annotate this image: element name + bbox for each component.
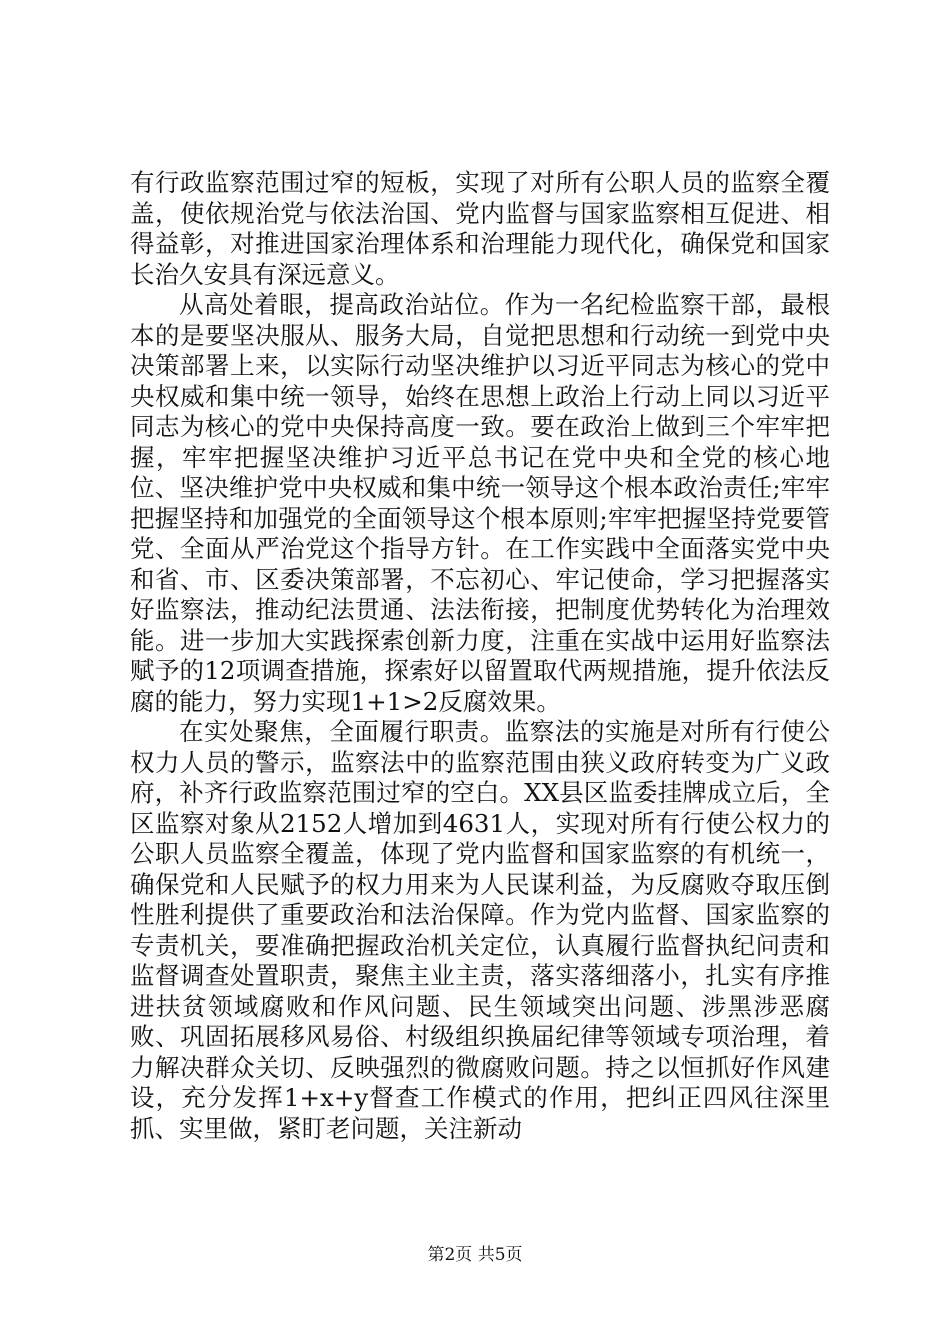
page-number-footer: 第2页 共5页: [427, 1245, 523, 1265]
document-body: [130, 168, 830, 1144]
paragraph-political-stance: 从高处着眼，提高政治站位。作为一名纪检监察干部，最根本的是要坚决服从、服务大局，自觉把思想和行动统一到党中央决策部署上来，以实际行动坚决维护以习近平同志为核心的党中央权威和集中统一领导，始终在思想上政治上行动上同以习近平同志为核心的党中央保持高度一致。要在政治上做到三个牢牢把握，牢牢把握坚决维护习近平总书记在党中央和全党的核心地位、坚决维护党中央权威和集中统一领导这个根本政治责任;牢牢把握坚持和加强党的全面领导这个根本原则;牢牢把握坚持党要管党、全面从严治党这个指导方针。在工作实践中全面落实党中央和省、市、区委决策部署，不忘初心、牢记使命，学习把握落实好监察法，推动纪法贯通、法法衔接，把制度优势转化为治理效能。进一步加大实践探索创新力度，注重在实战中运用好监察法赋予的12项调查措施，探索好以留置取代两规措施，提升依法反腐的能力，努力实现1+1>2反腐效果。: [130, 290, 830, 716]
paragraph-continuation: 有行政监察范围过窄的短板，实现了对所有公职人员的监察全覆盖，使依规治党与依法治国、党内监督与国家监察相互促进、相得益彰，对推进国家治理体系和治理能力现代化，确保党和国家长治久安具有深远意义。: [130, 168, 830, 289]
paragraph-duties: 在实处聚焦，全面履行职责。监察法的实施是对所有行使公权力人员的警示，监察法中的监察范围由狭义政府转变为广义政府，补齐行政监察范围过窄的空白。XX县区监委挂牌成立后，全区监察对象从2152人增加到4631人，实现对所有行使公权力的公职人员监察全覆盖，体现了党内监督和国家监察的有机统一，确保党和人民赋予的权力用来为人民谋利益，为反腐败夺取压倒性胜利提供了重要政治和法治保障。作为党内监督、国家监察的专责机关，要准确把握政治机关定位，认真履行监督执纪问责和监督调查处置职责，聚焦主业主责，落实落细落小，扎实有序推进扶贫领域腐败和作风问题、民生领域突出问题、涉黑涉恶腐败、巩固拓展移风易俗、村级组织换届纪律等领域专项治理，着力解决群众关切、反映强烈的微腐败问题。持之以恒抓好作风建设，充分发挥1+x+y督查工作模式的作用，把纠正四风往深里抓、实里做，紧盯老问题，关注新动: [130, 717, 830, 1143]
